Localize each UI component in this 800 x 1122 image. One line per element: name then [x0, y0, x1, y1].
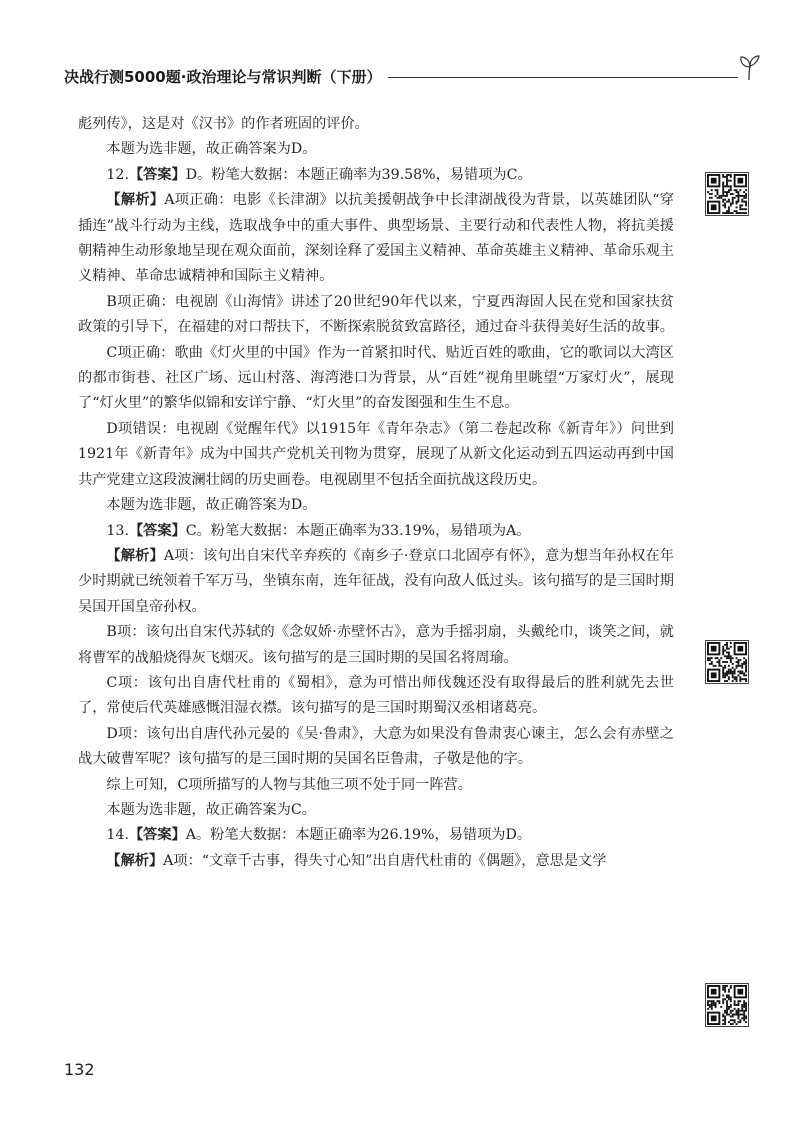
qr-code-question-12[interactable] [705, 172, 749, 216]
body-paragraph: 彪列传》，这是对《汉书》的作者班固的评价。 [78, 116, 369, 132]
answer-tag: 【答案】 [128, 522, 186, 539]
body-paragraph: C项：该句出自唐代杜甫的《蜀相》，意为可惜出师伐魏还没有取得最后的胜利就先去世了，常使后代英雄感慨泪湿衣襟。该句描写的是三国时期蜀汉丞相诸葛亮。 [78, 674, 674, 717]
answer-tag: 【答案】 [128, 827, 186, 844]
body-paragraph: 本题为选非题，故正确答案为D。 [106, 141, 317, 158]
answer-text: A。粉笔大数据：本题正确率为26.19%，易错项为D。 [185, 827, 532, 844]
answer-text: C。粉笔大数据：本题正确率为33.19%，易错项为A。 [185, 522, 531, 539]
answer-line [78, 823, 674, 848]
analysis-paragraph [78, 188, 674, 290]
body-paragraph: B项：该句出自宋代苏轼的《念奴娇·赤壁怀古》，意为手摇羽扇，头戴纶巾，谈笑之间，就将曹军的战船烧得灰飞烟灭。该句描写的是三国时期的吴国名将周瑜。 [78, 624, 674, 666]
sprout-icon [734, 52, 764, 82]
analysis-tag: 【解析】 [106, 852, 164, 869]
answer-tag: 【答案】 [128, 166, 186, 183]
body-paragraph: D项：该句出自唐代孙元晏的《吴·鲁肃》，大意为如果没有鲁肃衷心谏主，怎么会有赤壁之战大破曹军呢？该句描写的是三国时期的吴国名臣鲁肃，子敬是他的字。 [78, 725, 674, 768]
page-header [64, 64, 764, 88]
body-paragraph: D项错误：电视剧《觉醒年代》以1915年《青年杂志》（第二卷起改称《新青年》）问世到1921年《新青年》成为中国共产党机关刊物为贯穿，展现了从新文化运动到五四运动再到中国共产党建立这段波澜壮阔的历史画卷。电视剧里不包括全面抗战这段历史。 [78, 420, 674, 488]
answer-text: D。粉笔大数据：本题正确率为39.58%，易错项为C。 [185, 166, 532, 183]
qr-code-question-13[interactable] [705, 640, 749, 684]
qr-code-question-14[interactable] [705, 983, 749, 1027]
book-title: 决战行测5000题·政治理论与常识判断（下册） [64, 68, 382, 86]
body-paragraph: 本题为选非题，故正确答案为D。 [106, 497, 317, 514]
analysis-paragraph [78, 544, 674, 620]
body-paragraph: C项正确：歌曲《灯火里的中国》作为一首紧扣时代、贴近百姓的歌曲，它的歌词以大湾区的都市街巷、社区广场、远山村落、海湾港口为背景，从“百姓”视角里眺望“万家灯火”，展现了“灯火里”的繁华似锦和安详宁静、“灯火里”的奋发图强和生生不息。 [78, 344, 674, 412]
answer-line [78, 163, 674, 188]
question-number: 13. [106, 522, 129, 539]
analysis-text: A项：“文章千古事，得失寸心知”出自唐代杜甫的《偶题》，意思是文学 [163, 852, 607, 869]
analysis-paragraph [78, 849, 674, 874]
body-paragraph: 综上可知，C项所描写的人物与其他三项不处于同一阵营。 [106, 776, 472, 793]
question-number: 12. [106, 166, 129, 183]
body-paragraph: B项正确：电视剧《山海情》讲述了20世纪90年代以来，宁夏西海固人民在党和国家扶贫政策的引导下，在福建的对口帮扶下，不断探索脱贫致富路径，通过奋斗获得美好生活的故事。 [78, 293, 674, 336]
body-paragraph: 本题为选非题，故正确答案为C。 [106, 801, 316, 818]
analysis-text: A项：该句出自宋代辛弃疾的《南乡子·登京口北固亭有怀》，意为想当年孙权在年少时期就已统领着千军万马，坐镇东南，连年征战，没有向敌人低过头。该句描写的是三国时期吴国开国皇帝孙权。 [78, 547, 674, 615]
page-content [78, 112, 674, 874]
analysis-text: A项正确：电影《长津湖》以抗美援朝战争中长津湖战役为背景，以英雄团队“穿插连”战斗行动为主线，选取战争中的重大事件、典型场景、主要行动和代表性人物，将抗美援朝精神生动形象地呈现在观众面前，深刻诠释了爱国主义精神、革命英雄主义精神、革命乐观主义精神、革命忠诚精神和国际主义精神。 [78, 192, 674, 285]
page-number: 132 [64, 1060, 95, 1079]
answer-line [78, 519, 674, 544]
analysis-tag: 【解析】 [106, 192, 165, 209]
analysis-tag: 【解析】 [106, 547, 164, 564]
question-number: 14. [106, 827, 129, 844]
header-rule [388, 77, 738, 78]
